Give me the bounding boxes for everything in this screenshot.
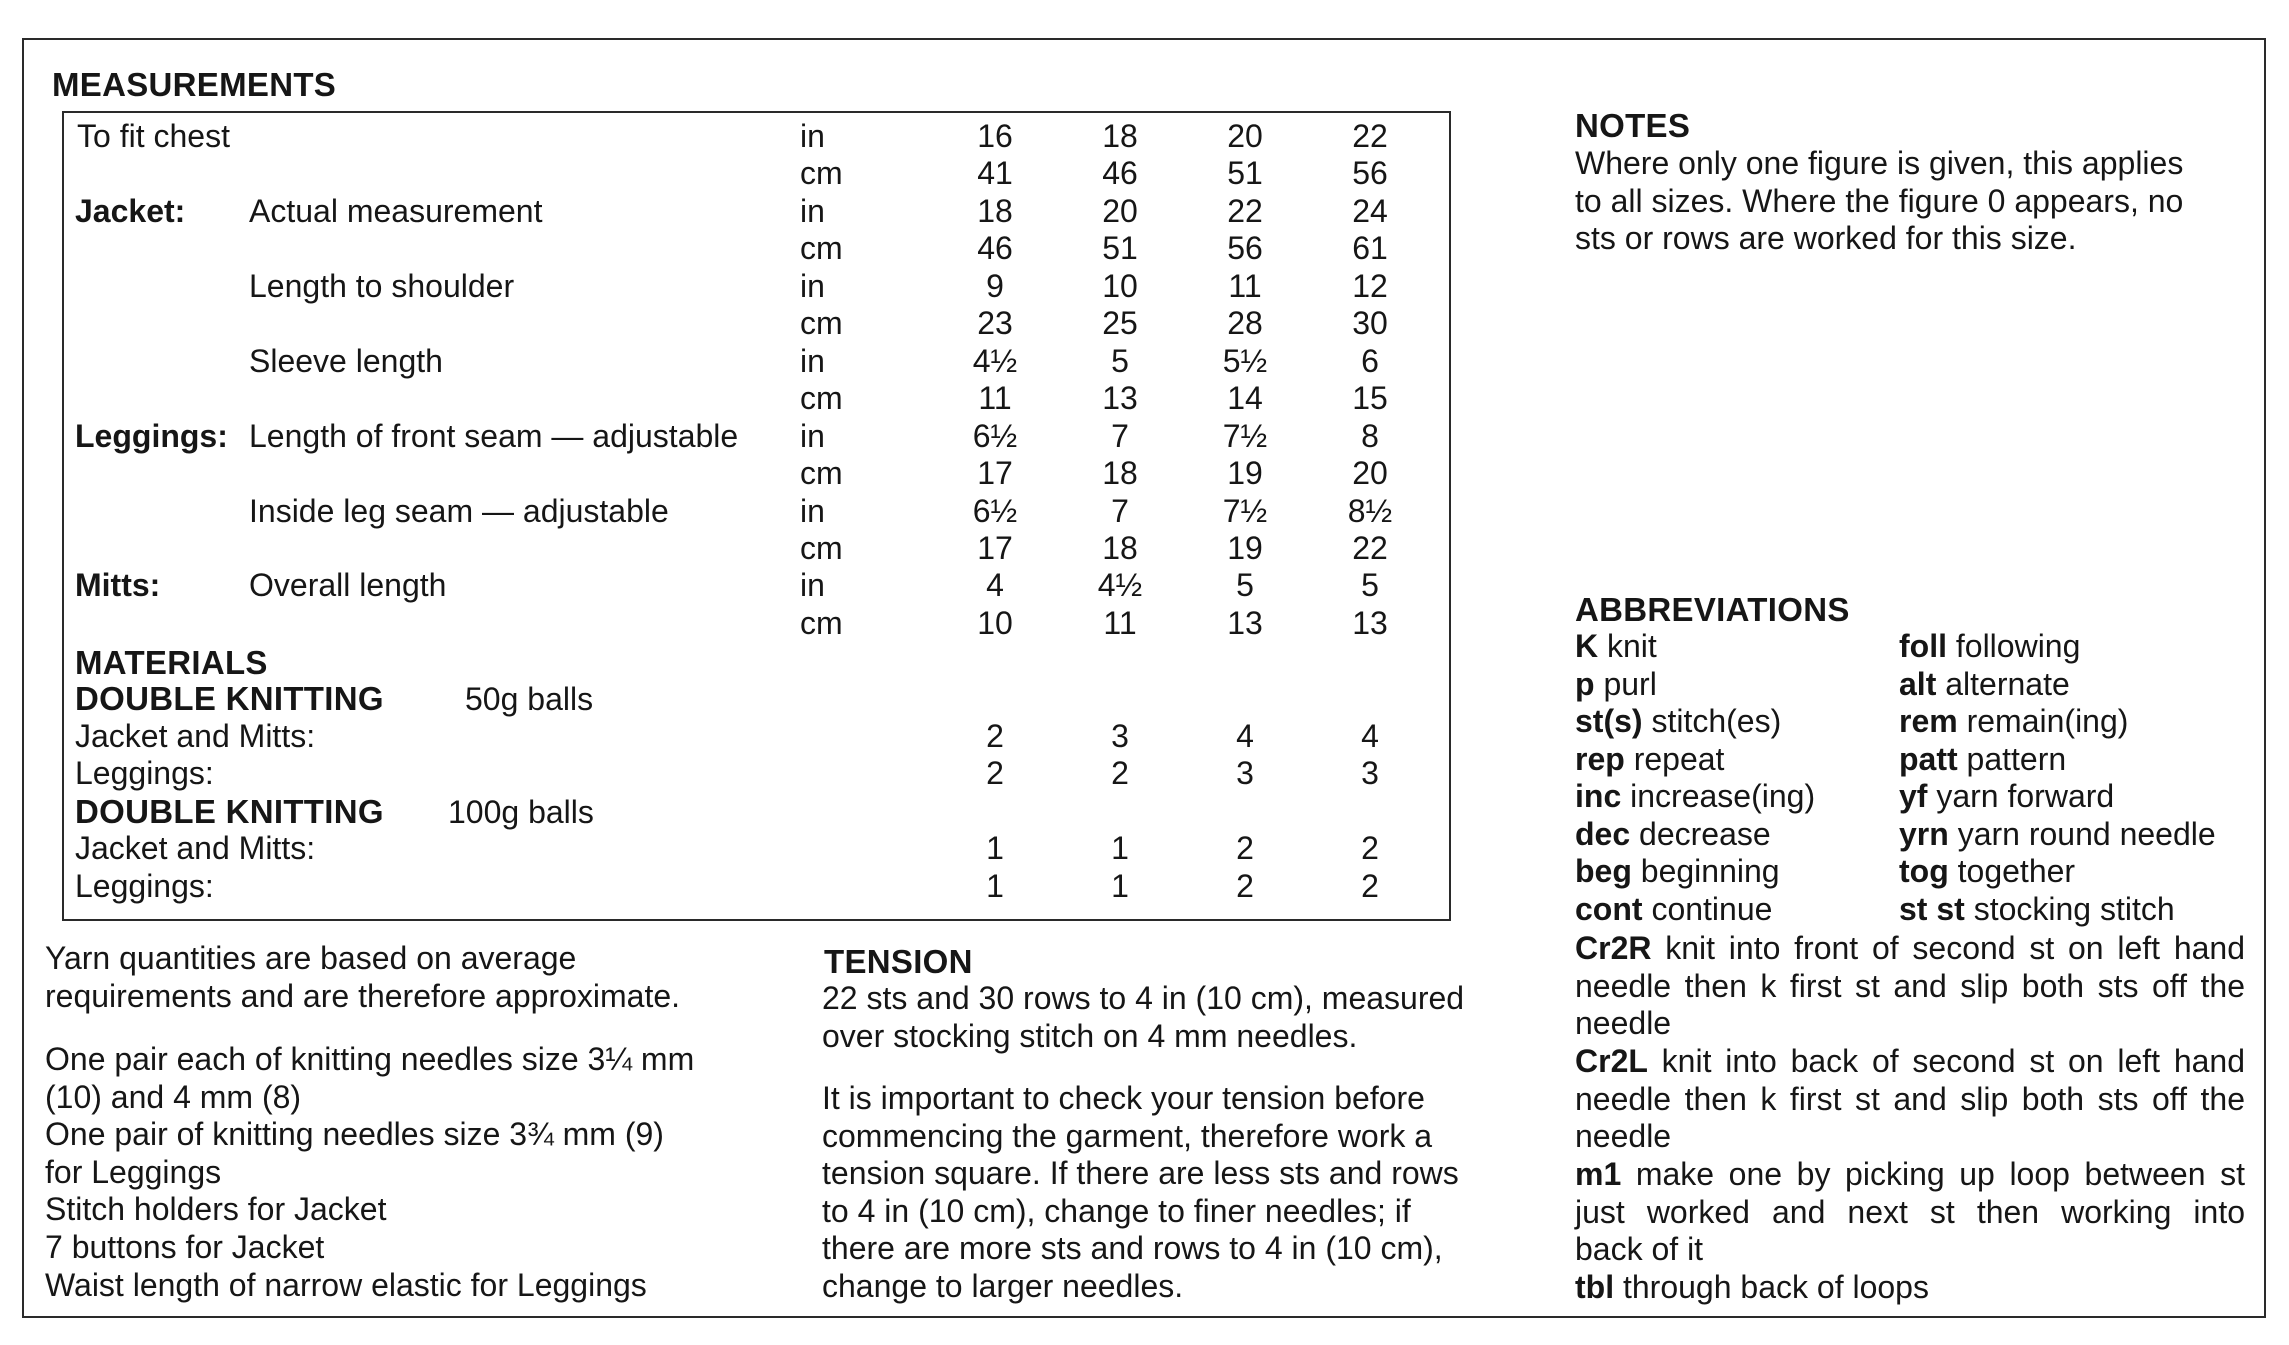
abbr-term: dec <box>1575 815 1631 852</box>
list-item <box>1899 666 2070 703</box>
table-cell: 2 <box>986 717 1004 754</box>
ball-size: 100g balls <box>448 793 594 830</box>
table-cell: 6 <box>1361 342 1379 379</box>
list-item <box>1899 778 2114 815</box>
yarn-type: DOUBLE KNITTING <box>75 680 384 717</box>
abbr-meaning: together <box>1957 853 2076 889</box>
row-label: Sleeve length <box>249 342 443 379</box>
table-cell: 11 <box>1228 267 1262 304</box>
list-item <box>1575 666 1657 703</box>
table-cell: 6½ <box>972 492 1018 529</box>
list-item <box>1899 816 2216 853</box>
table-cell: 15 <box>1352 380 1388 417</box>
table-cell: 13 <box>1227 604 1263 641</box>
row-unit: in <box>800 417 825 454</box>
table-cell: 11 <box>978 380 1012 417</box>
table-cell: 3 <box>1111 717 1129 754</box>
abbr-term: alt <box>1899 665 1937 702</box>
table-cell: 18 <box>977 192 1013 229</box>
equipment-list <box>45 1041 694 1304</box>
table-cell: 10 <box>1102 267 1138 304</box>
table-cell: 3 <box>1361 755 1379 791</box>
abbr-term: patt <box>1899 740 1958 777</box>
table-cell: 4 <box>986 567 1004 604</box>
row-unit: cm <box>800 305 843 342</box>
table-cell: 2 <box>1236 830 1254 866</box>
abbr-meaning: back of it <box>1575 1231 1704 1267</box>
table-cell: 23 <box>977 305 1013 342</box>
list-item: One pair each of knitting needles size 3¼ mm <box>45 1041 695 1077</box>
list-item: Waist length of narrow elastic for Leggings <box>45 1266 647 1303</box>
table-cell: 13 <box>1102 380 1138 417</box>
table-cell: 22 <box>1352 529 1388 566</box>
abbr-term: Cr2L <box>1575 1043 1648 1079</box>
row-unit: cm <box>800 380 843 417</box>
abbr-meaning: continue <box>1651 890 1773 927</box>
list-item <box>1575 1043 2245 1156</box>
table-cell: 3 <box>1236 755 1254 791</box>
item-label: Jacket and Mitts: <box>75 830 316 866</box>
table-cell: 11 <box>1103 604 1137 641</box>
abbr-meaning: alternate <box>1945 665 2070 702</box>
abbr-meaning: knit <box>1607 628 1657 664</box>
table-cell: 16 <box>977 118 1013 154</box>
table-cell: 41 <box>977 155 1013 192</box>
abbr-meaning: stocking stitch <box>1973 890 2175 927</box>
table-cell: 5½ <box>1222 342 1268 379</box>
list-item: for Leggings <box>45 1153 222 1190</box>
abbr-term: beg <box>1575 853 1632 889</box>
table-cell: 5 <box>1361 567 1379 604</box>
table-cell: 20 <box>1352 455 1388 492</box>
item-label: Leggings: <box>75 755 214 791</box>
table-cell: 17 <box>977 529 1013 566</box>
row-label: Actual measurement <box>249 192 543 229</box>
table-cell: 8½ <box>1347 492 1393 529</box>
abbr-term: K <box>1575 628 1599 664</box>
table-cell: 18 <box>1102 118 1138 154</box>
table-cell: 22 <box>1227 192 1263 229</box>
abbr-term: yrn <box>1899 815 1949 852</box>
abbr-term: tbl <box>1575 1269 1615 1305</box>
table-cell: 46 <box>977 230 1013 267</box>
table-cell: 20 <box>1102 192 1138 229</box>
abbr-term: tog <box>1899 853 1949 889</box>
abbr-meaning: make one by picking up loop between st <box>1635 1156 2246 1192</box>
tension-heading: TENSION <box>824 943 973 980</box>
row-unit: cm <box>800 604 843 641</box>
table-cell: 1 <box>1111 867 1129 904</box>
ball-size: 50g balls <box>465 681 594 717</box>
yarn-type: DOUBLE KNITTING <box>75 792 384 830</box>
measurements-heading: MEASUREMENTS <box>52 66 337 103</box>
table-cell: 7 <box>1111 417 1129 454</box>
table-cell: 4½ <box>972 342 1018 379</box>
list-item <box>1899 853 2075 890</box>
table-cell: 30 <box>1352 305 1388 342</box>
yarn-note: Yarn quantities are based on average requirements and are therefore approximate. <box>45 940 681 1014</box>
list-item <box>1575 891 1772 928</box>
row-label: Overall length <box>249 567 447 604</box>
row-label: Length of front seam — adjustable <box>249 417 739 454</box>
abbr-meaning: needle <box>1575 1118 1672 1154</box>
abbr-meaning: yarn forward <box>1936 778 2115 814</box>
row-label: Inside leg seam — adjustable <box>249 492 669 529</box>
list-item: (10) and 4 mm (8) <box>45 1078 302 1115</box>
abbr-meaning: beginning <box>1640 853 1780 889</box>
list-item <box>1575 853 1780 890</box>
abbr-meaning: pattern <box>1966 740 2067 777</box>
table-cell: 28 <box>1227 305 1263 342</box>
row-unit: cm <box>800 230 843 267</box>
table-cell: 1 <box>1111 830 1129 866</box>
table-cell: 4 <box>1361 717 1379 754</box>
list-item <box>1575 1156 2245 1269</box>
list-item <box>1899 703 2128 740</box>
table-cell: 12 <box>1352 267 1388 304</box>
abbr-term: m1 <box>1575 1156 1622 1192</box>
abbr-term: rem <box>1899 703 1958 739</box>
list-item <box>1575 1269 2245 1307</box>
row-unit: cm <box>800 455 843 492</box>
abbr-term: inc <box>1575 778 1622 814</box>
list-item <box>1899 891 2175 928</box>
table-cell: 14 <box>1227 380 1263 417</box>
table-cell: 2 <box>986 755 1004 791</box>
table-cell: 19 <box>1227 529 1263 566</box>
row-unit: in <box>800 118 825 154</box>
table-cell: 46 <box>1102 155 1138 192</box>
materials-heading: MATERIALS <box>75 644 268 681</box>
table-cell: 13 <box>1352 604 1388 641</box>
row-unit: in <box>800 342 825 379</box>
abbr-meaning: just worked and next st then working into <box>1575 1193 2245 1230</box>
list-item <box>1575 703 1781 740</box>
table-cell: 19 <box>1227 455 1263 492</box>
table-cell: 18 <box>1102 529 1138 566</box>
abbr-term: foll <box>1899 628 1947 664</box>
table-cell: 7½ <box>1222 492 1268 529</box>
row-label: Length to shoulder <box>249 267 515 304</box>
table-cell: 10 <box>977 604 1013 641</box>
list-item <box>1575 628 1657 665</box>
list-item: One pair of knitting needles size 3¾ mm (9) <box>45 1116 664 1153</box>
table-cell: 4 <box>1236 717 1254 754</box>
list-item: 7 buttons for Jacket <box>45 1228 325 1265</box>
abbr-term: Cr2R <box>1575 930 1652 966</box>
list-item <box>1899 628 2080 665</box>
row-section: Leggings: <box>75 417 228 454</box>
abbr-meaning: purl <box>1603 665 1657 702</box>
abbr-term: st(s) <box>1575 703 1643 739</box>
abbr-meaning: stitch(es) <box>1651 703 1782 739</box>
abbr-term: st st <box>1899 890 1965 927</box>
abbr-meaning: needle then k first st and slip both sts off the <box>1575 967 2245 1004</box>
abbr-meaning: knit into back of second st on left hand <box>1661 1043 2246 1079</box>
table-cell: 2 <box>1361 830 1379 866</box>
table-cell: 4½ <box>1097 567 1143 604</box>
abbr-meaning: needle then k first st and slip both sts off the <box>1575 1080 2245 1117</box>
list-item: Stitch holders for Jacket <box>45 1191 387 1228</box>
row-unit: cm <box>800 155 843 192</box>
table-cell: 61 <box>1352 230 1388 267</box>
abbreviations-heading: ABBREVIATIONS <box>1575 591 1850 628</box>
table-cell: 8 <box>1361 417 1379 454</box>
table-cell: 1 <box>986 867 1004 904</box>
item-label: Jacket and Mitts: <box>75 717 316 754</box>
list-item <box>1575 778 1815 815</box>
notes-heading: NOTES <box>1575 107 1691 144</box>
table-cell: 25 <box>1102 305 1138 342</box>
abbr-meaning: through back of loops <box>1622 1269 1929 1305</box>
abbr-term: cont <box>1575 890 1643 927</box>
abbr-meaning: knit into front of second st on left hand <box>1665 930 2246 966</box>
table-cell: 7½ <box>1222 417 1268 454</box>
abbr-term: yf <box>1899 778 1928 814</box>
table-cell: 5 <box>1111 342 1129 379</box>
item-label: Leggings: <box>75 867 214 904</box>
table-cell: 6½ <box>972 417 1018 454</box>
table-cell: 9 <box>986 267 1004 304</box>
table-cell: 2 <box>1111 755 1129 791</box>
table-cell: 1 <box>986 830 1004 866</box>
abbr-meaning: yarn round needle <box>1957 815 2216 852</box>
list-item <box>1575 741 1724 778</box>
row-unit: in <box>800 567 825 604</box>
abbr-meaning: remain(ing) <box>1966 703 2129 739</box>
tension-advice: It is important to check your tension before commencing the garment, therefore work a tension square. If there are less sts and rows to 4 in (10 cm), change to finer needles; if there are more sts and rows to 4 in (10 cm), change to larger needles. <box>822 1080 1459 1304</box>
table-cell: 20 <box>1227 118 1263 154</box>
table-cell: 2 <box>1236 867 1254 904</box>
abbr-meaning: needle <box>1575 1005 1672 1041</box>
row-section: Mitts: <box>75 567 161 604</box>
abbr-meaning: repeat <box>1633 740 1725 777</box>
row-label: To fit chest <box>77 118 230 154</box>
table-cell: 56 <box>1227 230 1263 267</box>
table-cell: 17 <box>977 455 1013 492</box>
table-cell: 5 <box>1236 567 1254 604</box>
table-cell: 51 <box>1227 155 1263 192</box>
table-cell: 51 <box>1102 230 1138 267</box>
row-unit: in <box>800 492 825 529</box>
abbr-term: p <box>1575 665 1595 702</box>
list-item <box>1575 816 1771 853</box>
abbr-meaning: decrease <box>1639 815 1771 852</box>
tension-gauge: 22 sts and 30 rows to 4 in (10 cm), measured over stocking stitch on 4 mm needles. <box>822 980 1465 1054</box>
table-cell: 22 <box>1352 118 1388 154</box>
abbr-meaning: increase(ing) <box>1630 778 1816 814</box>
list-item <box>1575 930 2245 1043</box>
notes-text: Where only one figure is given, this applies to all sizes. Where the figure 0 appears, no sts or rows are worked for this size. <box>1575 145 2184 256</box>
table-cell: 7 <box>1111 492 1129 529</box>
row-unit: in <box>800 192 825 229</box>
row-section: Jacket: <box>75 192 186 229</box>
abbr-term: rep <box>1575 740 1625 777</box>
abbr-meaning: following <box>1955 628 2081 664</box>
table-cell: 56 <box>1352 155 1388 192</box>
list-item <box>1899 741 2066 778</box>
table-cell: 2 <box>1361 867 1379 904</box>
table-cell: 24 <box>1352 192 1388 229</box>
row-unit: cm <box>800 529 843 566</box>
row-unit: in <box>800 267 825 304</box>
table-cell: 18 <box>1102 455 1138 492</box>
